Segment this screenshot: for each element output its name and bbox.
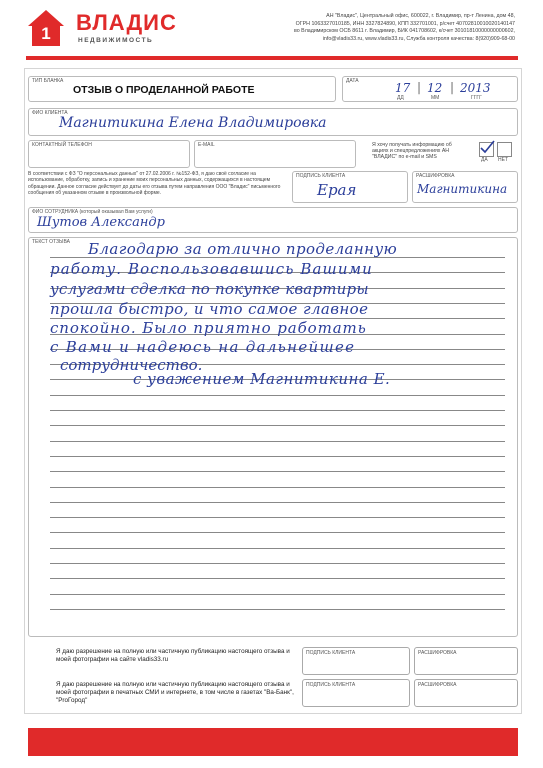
review-signoff: с уважением Магнитикина Е. [133,370,391,388]
date-month: 12 [427,81,443,95]
brand-sub: НЕДВИЖИМОСТЬ [78,37,154,44]
phone-field: КОНТАКТНЫЙ ТЕЛЕФОН [28,140,190,168]
review-box: ТЕКСТ ОТЗЫВА [28,237,518,637]
client-name-value: Магнитикина Елена Владимировка [59,115,327,131]
ruled-line [50,594,505,595]
decode-box: РАСШИФРОВКА Магнитикина [412,171,518,203]
email-field: E-MAIL [194,140,356,168]
employee-value: Шутов Александр [37,215,165,230]
ruled-line [50,471,505,472]
consent-website-signature: ПОДПИСЬ КЛИЕНТА [302,647,410,675]
ruled-line [50,548,505,549]
review-line: сотрудничество. [60,356,203,374]
logo [26,8,196,50]
ruled-line [50,609,505,610]
ruled-line [50,425,505,426]
ruled-line [50,517,505,518]
form-type-box: ТИП БЛАНКА ОТЗЫВ О ПРОДЕЛАННОЙ РАБОТЕ [28,76,336,102]
ruled-line [50,395,505,396]
review-line: работу. Воспользовавшись Вашими [50,260,373,278]
ruled-line [50,410,505,411]
notify-yes-checkbox [479,142,494,157]
legal-text: В соответствии с ФЗ "О персональных данных" от 27.02.2006 г. №152-ФЗ, я даю своё согласие на использование, обработку, запись и хранение моих персональных данных, содержащихся в настоящем обращении. Данное согласие действует до даты его отзыва путем направления ООО "Владис" письменного сообщения об указанном отзыве в произвольной форме. [28,171,281,197]
employee-box: ФИО СОТРУДНИКА (который оказывал Вам услуги) Шутов Александр [28,207,518,233]
notify-no-checkbox [497,142,512,157]
bottom-red-bar [28,728,518,756]
notify-text: Я хочу получать информацию об акциях и спецпредложениях АН "ВЛАДИС" по e-mail и SMS [372,142,452,160]
ruled-line [50,487,505,488]
consent-media: Я даю разрешение на полную или частичную публикацию настоящего отзыва и моей фотографии в печатных СМИ и интернете, в том числе в газетах "Ва-Банк", "ProГород" [56,681,294,704]
svg-text:1: 1 [41,24,51,43]
ruled-line [50,563,505,564]
ruled-line [50,441,505,442]
consent-media-decode: РАСШИФРОВКА [414,679,518,707]
top-red-bar [26,56,518,60]
review-line: спокойно. Было приятно работать [50,319,367,337]
date-box: ДАТА 17 | 12 | 2013 ДД ММ ГГГГ [342,76,518,102]
ruled-line [50,456,505,457]
review-line: прошла быстро, и что самое главное [50,300,369,318]
company-info: АН "Владис", Центральный офис, 600022, г. Владимир, пр-т Ленина, дом 48, ОГРН 1063327010185, ИНН 3327824890, КПП 332701001, р/счет 40702810010020140147 во Владимирском ОСБ 8611 г. Владимир, БИК 041708602, к/счет 30101810000000000602, info@vladis33.ru, www.vladis33.ru, Служба контроля качества: 8(920)909-68-00 [293,13,515,42]
date-day: 17 [395,81,411,95]
ruled-line [50,502,505,503]
review-line: услугами сделка по покупке квартиры [50,280,369,298]
house-logo-icon [26,8,66,48]
consent-website-decode: РАСШИФРОВКА [414,647,518,675]
review-line: с Вами и надеюсь на дальнейшее [50,338,356,356]
checkmark-icon [479,140,495,154]
consent-media-signature: ПОДПИСЬ КЛИЕНТА [302,679,410,707]
review-line: Благодарю за отлично проделанную [88,240,398,258]
consent-website: Я даю разрешение на полную или частичную публикацию настоящего отзыва и моей фотографии на сайте vladis33.ru [56,648,290,663]
client-name-box: ФИО КЛИЕНТА Магнитикина Елена Владимировка [28,108,518,136]
date-year: 2013 [460,81,491,95]
ruled-line [50,532,505,533]
form-type-title: ОТЗЫВ О ПРОДЕЛАННОЙ РАБОТЕ [73,84,255,96]
client-signature-box: ПОДПИСЬ КЛИЕНТА Ерая [292,171,408,203]
ruled-line [50,578,505,579]
decode-value: Магнитикина [417,182,508,196]
brand-name: ВЛАДИС [76,10,177,35]
client-signature-value: Ерая [317,181,357,199]
